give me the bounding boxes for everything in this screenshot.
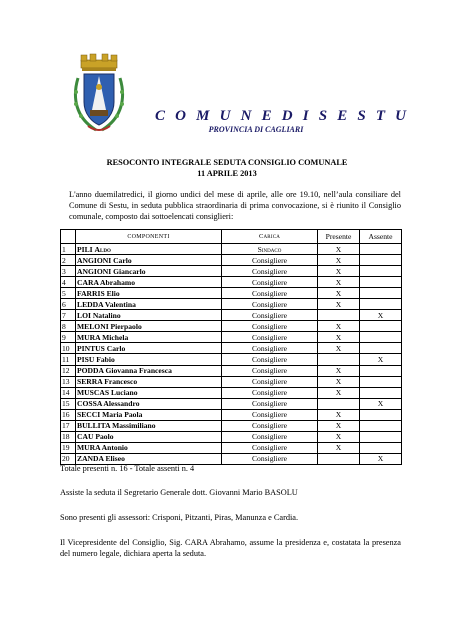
header-carica: Carica — [222, 230, 318, 244]
councillor-role: Consigliere — [222, 442, 318, 453]
row-number: 15 — [61, 398, 76, 409]
present-mark: X — [318, 266, 360, 277]
councillor-name: PODDA Giovanna Francesca — [76, 365, 222, 376]
councillor-name: SERRA Francesco — [76, 376, 222, 387]
table-row — [61, 343, 402, 354]
totals-line: Totale presenti n. 16 - Totale assenti n. 4 — [60, 464, 195, 473]
present-mark: X — [318, 332, 360, 343]
absent-mark: X — [360, 453, 402, 464]
assessori-line: Sono presenti gli assessori: Crisponi, Pitzanti, Piras, Manunza e Cardia. — [60, 513, 299, 522]
absent-mark — [360, 420, 402, 431]
row-number: 5 — [61, 288, 76, 299]
row-number: 17 — [61, 420, 76, 431]
absent-mark — [360, 277, 402, 288]
absent-mark — [360, 244, 402, 255]
absent-mark — [360, 321, 402, 332]
councillor-role: Consigliere — [222, 420, 318, 431]
row-number: 10 — [61, 343, 76, 354]
row-number: 13 — [61, 376, 76, 387]
present-mark: X — [318, 442, 360, 453]
councillor-name: MELONI Pierpaolo — [76, 321, 222, 332]
councillor-role: Consigliere — [222, 255, 318, 266]
councillor-name: ANGIONI Giancarlo — [76, 266, 222, 277]
heading-line-2: 11 APRILE 2013 — [197, 169, 257, 178]
heading-line-1: RESOCONTO INTEGRALE SEDUTA CONSIGLIO COMUNALE — [106, 158, 348, 167]
row-number: 3 — [61, 266, 76, 277]
councillor-name: PISU Fabio — [76, 354, 222, 365]
row-number: 4 — [61, 277, 76, 288]
closing-paragraph: Il Vicepresidente del Consiglio, Sig. CARA Abrahamo, assume la presidenza e, costatata la presenza del numero legale, dichiara aperta la seduta. — [60, 538, 401, 559]
councillor-role: Sindaco — [222, 244, 318, 255]
present-mark: X — [318, 288, 360, 299]
absent-mark — [360, 343, 402, 354]
row-number: 9 — [61, 332, 76, 343]
present-mark — [318, 398, 360, 409]
councillor-role: Consigliere — [222, 453, 318, 464]
table-row — [61, 332, 402, 343]
row-number: 14 — [61, 387, 76, 398]
header-componenti: COMPONENTI — [76, 230, 222, 244]
present-mark — [318, 310, 360, 321]
row-number: 1 — [61, 244, 76, 255]
councillor-role: Consigliere — [222, 387, 318, 398]
councillor-name: ANGIONI Carlo — [76, 255, 222, 266]
present-mark: X — [318, 299, 360, 310]
row-number: 7 — [61, 310, 76, 321]
councillor-name: MURA Antonio — [76, 442, 222, 453]
row-number: 8 — [61, 321, 76, 332]
present-mark: X — [318, 409, 360, 420]
councillor-role: Consigliere — [222, 288, 318, 299]
present-mark — [318, 354, 360, 365]
councillor-name: CAU Paolo — [76, 431, 222, 442]
councillor-role: Consigliere — [222, 431, 318, 442]
table-row — [61, 409, 402, 420]
table-row — [61, 299, 402, 310]
councillor-name: PILI Aldo — [76, 244, 222, 255]
table-row — [61, 387, 402, 398]
absent-mark: X — [360, 310, 402, 321]
absent-mark — [360, 387, 402, 398]
absent-mark — [360, 255, 402, 266]
table-row — [61, 288, 402, 299]
header-number — [61, 230, 76, 244]
table-row — [61, 376, 402, 387]
intro-paragraph: L'anno duemilatredici, il giorno undici del mese di aprile, alle ore 19.10, nell’aula consiliare del Comune di Sestu, in seduta pubblica straordinaria di prima convocazione, si è riunito il Consiglio comunale, composto dai sottoelencati consiglieri: — [69, 190, 401, 222]
councillor-role: Consigliere — [222, 409, 318, 420]
councillor-name: FARRIS Elio — [76, 288, 222, 299]
table-row — [61, 431, 402, 442]
header-assente: Assente — [360, 230, 402, 244]
absent-mark — [360, 288, 402, 299]
absent-mark — [360, 266, 402, 277]
table-row — [61, 365, 402, 376]
attendance-table — [60, 229, 402, 465]
first-name-small-caps: Aldo — [94, 244, 111, 254]
table-row — [61, 354, 402, 365]
councillor-role: Consigliere — [222, 332, 318, 343]
present-mark: X — [318, 277, 360, 288]
councillor-name: BULLITA Massimiliano — [76, 420, 222, 431]
absent-mark — [360, 299, 402, 310]
row-number: 19 — [61, 442, 76, 453]
table-row — [61, 244, 402, 255]
table-row — [61, 255, 402, 266]
segretario-line: Assiste la seduta il Segretario Generale dott. Giovanni Mario BASOLU — [60, 488, 298, 497]
row-number: 18 — [61, 431, 76, 442]
present-mark: X — [318, 365, 360, 376]
councillor-role: Consigliere — [222, 321, 318, 332]
absent-mark: X — [360, 398, 402, 409]
row-number: 16 — [61, 409, 76, 420]
absent-mark — [360, 442, 402, 453]
table-row — [61, 310, 402, 321]
table-header-row — [61, 230, 402, 244]
present-mark: X — [318, 343, 360, 354]
present-mark: X — [318, 244, 360, 255]
councillor-role: Consigliere — [222, 310, 318, 321]
absent-mark — [360, 332, 402, 343]
table-row — [61, 442, 402, 453]
row-number: 11 — [61, 354, 76, 365]
present-mark: X — [318, 255, 360, 266]
councillor-role: Consigliere — [222, 354, 318, 365]
councillor-name: LEDDA Valentina — [76, 299, 222, 310]
row-number: 6 — [61, 299, 76, 310]
row-number: 12 — [61, 365, 76, 376]
councillor-role: Consigliere — [222, 376, 318, 387]
absent-mark — [360, 431, 402, 442]
table-row — [61, 420, 402, 431]
councillor-name: SECCI Maria Paola — [76, 409, 222, 420]
absent-mark — [360, 376, 402, 387]
table-row — [61, 398, 402, 409]
councillor-role: Consigliere — [222, 398, 318, 409]
table-row — [61, 321, 402, 332]
table-row — [61, 277, 402, 288]
provincia-subtitle: PROVINCIA DI CAGLIARI — [208, 125, 304, 134]
councillor-name: CARA Abrahamo — [76, 277, 222, 288]
absent-mark — [360, 365, 402, 376]
comune-title: C O M U N E D I S E S T U — [155, 108, 410, 124]
councillor-role: Consigliere — [222, 365, 318, 376]
document-heading — [60, 157, 394, 179]
present-mark: X — [318, 376, 360, 387]
municipal-coat-of-arms-icon — [72, 52, 126, 136]
present-mark: X — [318, 387, 360, 398]
header-presente: Presente — [318, 230, 360, 244]
councillor-role: Consigliere — [222, 266, 318, 277]
councillor-name: MURA Michela — [76, 332, 222, 343]
councillor-role: Consigliere — [222, 343, 318, 354]
row-number: 2 — [61, 255, 76, 266]
present-mark: X — [318, 420, 360, 431]
councillor-role: Consigliere — [222, 277, 318, 288]
councillor-name: ZANDA Eliseo — [76, 453, 222, 464]
absent-mark: X — [360, 354, 402, 365]
councillor-role: Consigliere — [222, 299, 318, 310]
councillor-name: PINTUS Carlo — [76, 343, 222, 354]
councillor-name: MUSCAS Luciano — [76, 387, 222, 398]
present-mark: X — [318, 431, 360, 442]
absent-mark — [360, 409, 402, 420]
councillor-name: COSSA Alessandro — [76, 398, 222, 409]
table-row — [61, 266, 402, 277]
row-number: 20 — [61, 453, 76, 464]
present-mark: X — [318, 321, 360, 332]
councillor-name: LOI Natalino — [76, 310, 222, 321]
